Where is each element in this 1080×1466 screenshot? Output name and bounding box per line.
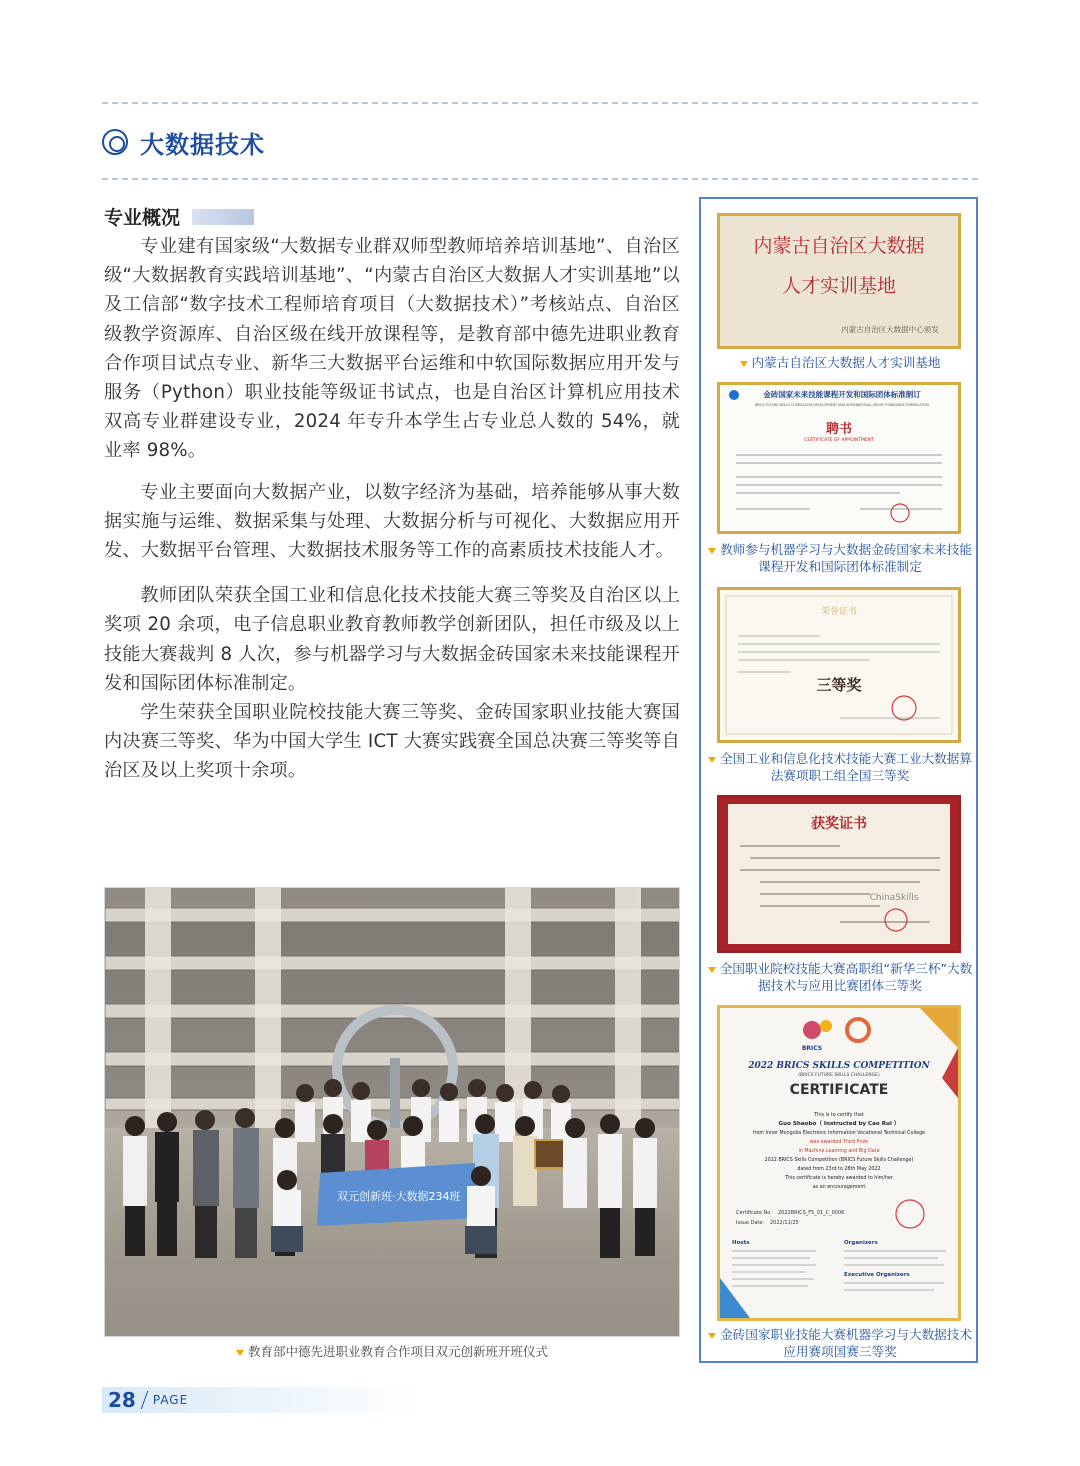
- group-photo: [104, 887, 680, 1337]
- certificate-card-appointment: [717, 382, 961, 534]
- brics-competition: 2022 BRICS SKILLS COMPETITION: [748, 1061, 930, 1071]
- section-header: [102, 122, 265, 162]
- brics-organizers-label: Organizers: [844, 1240, 878, 1246]
- appointment-illustration: [720, 385, 958, 531]
- overview-heading-text: 专业概况: [104, 207, 181, 229]
- certificate-caption-text: 全国工业和信息化技术技能大赛工业大数据算法赛项职工组全国三等奖: [720, 751, 972, 783]
- award-certificate-illustration: [720, 798, 958, 950]
- caption-marker-icon: [708, 548, 716, 554]
- page-label: PAGE: [152, 1393, 189, 1407]
- brics-body-line: from Inner Mongolia Electronic Information Vocational Technical College: [752, 1131, 926, 1136]
- brics-subtitle: (BRICS FUTURE SKILLS CHALLENGE): [798, 1073, 880, 1078]
- certificate-card-plaque: [717, 213, 961, 349]
- brics-exec-label: Executive Organizers: [844, 1272, 910, 1278]
- brics-issue-label: Issue Date:: [736, 1220, 765, 1226]
- certificate-caption: [707, 750, 973, 784]
- brics-cert-no: 2022BRICS_FS_01_C_0006: [778, 1210, 845, 1216]
- plaque-line2: 人才实训基地: [781, 275, 897, 297]
- brics-certificate-illustration: [720, 1008, 958, 1318]
- brics-body-line: 2022 BRICS Skills Competition (BRICS Future Skills Challenge): [764, 1158, 914, 1163]
- heading-decor-bar: [192, 209, 254, 225]
- middle-dashed-rule: [102, 178, 978, 180]
- page-footer: [102, 1387, 422, 1413]
- photo-caption-text: 教育部中德先进职业教育合作项目双元创新班开班仪式: [247, 1344, 548, 1359]
- certificate-caption-text: 教师参与机器学习与大数据金砖国家未来技能课程开发和国际团体标准制定: [720, 542, 972, 574]
- certificate-card-honor: [717, 587, 961, 743]
- overview-paragraph: 专业建有国家级“大数据专业群双师型教师培养培训基地”、自治区级“大数据教育实践培训基地”、“内蒙古自治区大数据人才实训基地”以及工信部“数字技术工程师培育项目（大数据技术）”考核站点、自治区级教学资源库、自治区级在线开放课程等，是教育部中德先进职业教育合作项目试点专业、新华三大数据平台运维和中软国际数据应用开发与服务（Python）职业技能等级证书试点，也是自治区计算机应用技术双高专业群建设专业，2024 年专升本学生占专业总人数的 54%，就业率 98%。: [104, 236, 680, 462]
- brics-issue-date: 2022/11/25: [770, 1220, 799, 1226]
- honor-certificate-illustration: [720, 590, 958, 740]
- certificate-caption: [707, 541, 973, 575]
- certificate-caption: [707, 1326, 973, 1360]
- certificate-panel: [699, 197, 978, 1363]
- photo-caption: [104, 1342, 680, 1360]
- brics-body-line: This certificate is hereby awarded to him/her: [785, 1176, 893, 1181]
- appointment-header-en: BRICS FUTURE SKILLS CURRICULUM DEVELOPMENT AND INTERNATIONAL GROUP STANDARDS FORMULATION: [755, 403, 929, 407]
- caption-marker-icon: [708, 967, 716, 973]
- brics-body-line: was awarded Third Prize: [809, 1140, 869, 1145]
- brics-body-line: Guo Shaobo（ Instructed by Cao Rui ）: [778, 1121, 900, 1127]
- appointment-title: 聘书: [825, 422, 853, 437]
- certificate-card-award: [717, 795, 961, 953]
- banner-text: 双元创新班·大数据234班: [337, 1190, 461, 1203]
- overview-paragraph: 专业主要面向大数据产业，以数字经济为基础，培养能够从事大数据实施与运维、数据采集与处理、大数据分析与可视化、大数据应用开发、大数据平台管理、大数据技术服务等工作的高素质技术技能人才。: [104, 481, 680, 562]
- honor-award: 三等奖: [816, 676, 862, 694]
- caption-marker-icon: [236, 1350, 244, 1356]
- certificate-caption-text: 金砖国家职业技能大赛机器学习与大数据技术应用赛项国赛三等奖: [720, 1327, 972, 1359]
- caption-marker-icon: [740, 361, 748, 367]
- brics-logo-text: BRICS: [801, 1045, 823, 1052]
- plaque-issuer: 内蒙古自治区大数据中心颁发: [841, 325, 939, 334]
- group-photo-illustration: [105, 888, 680, 1337]
- certificate-caption: [707, 354, 973, 371]
- certificate-card-brics: [717, 1005, 961, 1321]
- top-dashed-rule: [102, 102, 978, 104]
- brics-body-line: dated from 23rd to 28th May 2022: [797, 1167, 881, 1172]
- overview-body: [104, 232, 680, 786]
- award-header: 获奖证书: [811, 816, 867, 832]
- brics-hosts-label: Hosts: [732, 1240, 750, 1246]
- overview-heading: [104, 203, 254, 230]
- award-watermark: ChinaSkills: [869, 893, 919, 903]
- brics-body-line: This is to certify that: [814, 1113, 864, 1118]
- overview-paragraph: 教师团队荣获全国工业和信息化技术技能大赛三等奖及自治区以上奖项 20 余项，电子信息职业教育教师教学创新团队，担任市级及以上技能大赛裁判 8 人次，参与机器学习与大数据金砖国家未来技能课程开发和国际团体标准制定。: [104, 585, 680, 694]
- brics-body-line: as an encouragement: [812, 1185, 866, 1190]
- appointment-title-en: CERTIFICATE OF APPOINTMENT: [804, 438, 874, 443]
- brics-title: CERTIFICATE: [789, 1082, 889, 1098]
- overview-paragraph: 学生荣获全国职业院校技能大赛三等奖、金砖国家职业技能大赛国内决赛三等奖、华为中国大学生 ICT 大赛实践赛全国总决赛三等奖等自治区及以上奖项十余项。: [104, 702, 680, 782]
- plaque-line1: 内蒙古自治区大数据: [753, 235, 925, 257]
- section-title: 大数据技术: [140, 130, 265, 159]
- caption-marker-icon: [708, 1333, 716, 1339]
- target-circle-icon: [102, 129, 128, 155]
- caption-marker-icon: [708, 757, 716, 763]
- honor-header: 荣誉证书: [820, 607, 858, 617]
- brics-cert-no-label: Certificate No.: [736, 1210, 772, 1216]
- brics-body-line: in Machine Learning and Big Data: [798, 1149, 880, 1154]
- certificate-caption: [707, 960, 973, 994]
- page-number: 28: [108, 1388, 136, 1412]
- certificate-caption-text: 全国职业院校技能大赛高职组“新华三杯”大数据技术与应用比赛团体三等奖: [719, 961, 973, 993]
- appointment-header: 金砖国家未来技能课程开发和国际团体标准制订: [763, 390, 921, 399]
- page-slash-divider: [141, 1391, 149, 1409]
- certificate-caption-text: 内蒙古自治区大数据人才实训基地: [751, 355, 941, 370]
- plaque-illustration: [720, 216, 958, 346]
